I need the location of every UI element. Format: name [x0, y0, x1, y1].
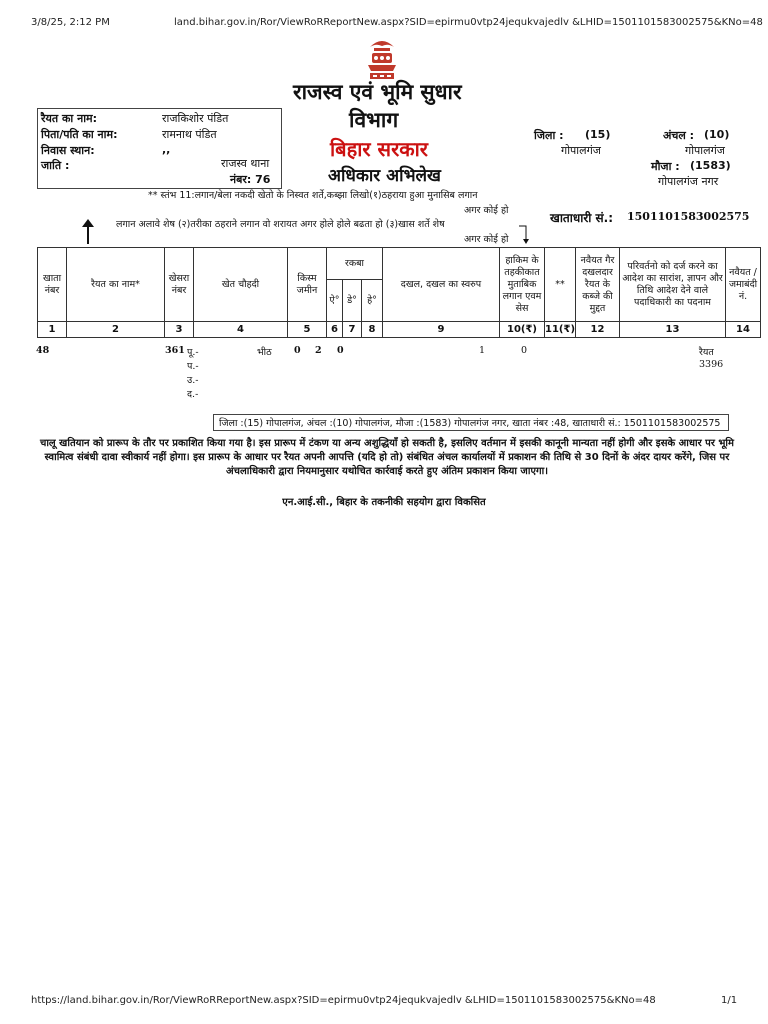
note-line1: ** स्तंभ 11:लगान/बेला नकदी खेतो के निस्वत शर्ते,कब्झा लिखो(१)ठहराया हुआ मुनासिब लगान: [148, 190, 478, 201]
mauja-label: मौजा :: [651, 160, 680, 173]
up-arrow-icon: [80, 218, 96, 246]
col-number: 3: [165, 322, 194, 338]
note-line2: लगान अलावे शेष (२)तरीका ठहराने लगान वो शरायत अगर होले होले बढता हो (३)खास शर्ते शेष: [116, 219, 445, 230]
header-parivartan: परिवर्तनो को दर्ज करने का आदेश का सारांश, ज्ञापन और तिथि आदेश देने वाले पदाधिकारी का पदनाम: [620, 248, 726, 322]
zila-label: जिला :: [534, 129, 564, 142]
developed-by-text: एन.आई.सी., बिहार के तकनीकी सहयोग द्वारा विकसित: [282, 497, 486, 508]
col-number: 11(₹): [545, 322, 576, 338]
row-col11: 0: [521, 345, 528, 356]
row-kism: भीठ: [257, 347, 272, 358]
print-page-number: 1/1: [721, 995, 738, 1006]
raiyat-name-value: राजकिशोर पंडित: [162, 112, 229, 125]
anchal-label: अंचल :: [663, 129, 695, 142]
raiyat-name-label: रैयत का नाम:: [41, 112, 98, 125]
col-number: 9: [383, 322, 500, 338]
col-number: 5: [288, 322, 327, 338]
khatadhari-label: खाताधारी सं.:: [550, 211, 614, 225]
thana-label: राजस्व थाना: [221, 157, 270, 170]
note-line1-b: अगर कोई हो: [464, 205, 509, 216]
thana-number: नंबर: 76: [230, 173, 271, 186]
row-hectare: 0: [337, 345, 344, 356]
document-title: अधिकार अभिलेख: [328, 166, 441, 186]
row-decimal: 2: [315, 345, 322, 356]
chauhadi-west: प.-: [187, 361, 199, 372]
zila-code: (15): [585, 128, 611, 141]
row-chauhadi: [187, 346, 199, 402]
col-number: 8: [362, 322, 383, 338]
bracket-arrow-icon: [518, 222, 534, 246]
header-khata-number: खाता नंबर: [38, 248, 67, 322]
print-datetime: 3/8/25, 2:12 PM: [31, 17, 110, 28]
header-raiyat-name: रैयत का नाम*: [67, 248, 165, 322]
header-navaiyat-gair: नवैयत गैर दखलदार रैयत के कब्जे की मुद्दत: [576, 248, 620, 322]
bihar-emblem-icon: [364, 37, 400, 81]
dept-title-line2: विभाग: [349, 108, 399, 132]
print-footer-url: https://land.bihar.gov.in/Ror/ViewRoRReportNew.aspx?SID=epirmu0vtp24jequkvajedlv &LHID=1501101583002575&KNo=48: [31, 995, 656, 1006]
header-dakhal: दखल, दखल का स्वरुप: [383, 248, 500, 322]
row-lagan: 1: [479, 345, 486, 356]
residence-value: ,,: [162, 143, 171, 156]
print-url: land.bihar.gov.in/Ror/ViewRoRReportNew.aspx?SID=epirmu0vtp24jequkvajedlv &LHID=1501101583002575&KNo=48: [174, 17, 763, 28]
row-acre: 0: [294, 345, 301, 356]
zila-name: गोपालगंज: [561, 144, 601, 157]
row-khata-number: 48: [36, 345, 50, 356]
note-line2-b: अगर कोई हो: [464, 234, 509, 245]
anchal-code: (10): [704, 128, 730, 141]
header-jamabandi: नवैयत / जमाबंदी नं.: [726, 248, 761, 322]
father-name-label: पिता/पति का नाम:: [41, 128, 118, 141]
khatadhari-number: 1501101583002575: [627, 210, 750, 223]
summary-box: जिला :(15) गोपालगंज, अंचल :(10) गोपालगंज, मौजा :(1583) गोपालगंज नगर, खाता नंबर :48, खाताधारी सं.: 1501101583002575: [213, 414, 729, 431]
header-khesra-number: खेसरा नंबर: [165, 248, 194, 322]
state-title: बिहार सरकार: [330, 137, 428, 161]
residence-label: निवास स्थान:: [41, 144, 95, 157]
row-navaiyat: रैयत: [699, 347, 714, 358]
header-decimal: डे°: [343, 280, 362, 322]
header-lagan: हाकिम के तहकीकात मुताबिक लगान एवम सेस: [500, 248, 545, 322]
header-rakba: रकबा: [327, 248, 383, 280]
col-number: 14: [726, 322, 761, 338]
col-number: 12: [576, 322, 620, 338]
col-number: 1: [38, 322, 67, 338]
chauhadi-east: पू.-: [187, 347, 199, 358]
chauhadi-north: उ.-: [187, 375, 199, 386]
mauja-code: (1583): [690, 159, 731, 172]
chauhadi-south: द.-: [187, 389, 199, 400]
col-number: 2: [67, 322, 165, 338]
disclaimer-text: चालू खतियान को प्रारूप के तौर पर प्रकाशित किया गया है। इस प्रारूप में टंकण या अन्य अशुद्धियाँ हो सकती है, इसलिए वर्तमान में इसकी कानूनी मान्यता नहीं होगी और इसके आधार पर भूमि स्वामित्व संबंधी दावा स्वीकार्य नहीं होगा। इस प्रारूप के आधार पर रैयत अपनी आपत्ति (यदि हो तो) संबंधित अंचल कार्यालयों में प्रकाशन की तिथि से 30 दिनों के अंदर दायर करेंगे, जिस पर अंचलाधिकारी द्वारा नियमानुसार यथोचित कार्रवाई करते हुए अंतिम प्रकाशन किया जाएगा।: [39, 438, 735, 477]
row-khesra-number: 361: [165, 345, 185, 356]
anchal-name: गोपालगंज: [685, 144, 725, 157]
khatiyan-table: [37, 247, 761, 338]
dept-title-line1: राजस्व एवं भूमि सुधार: [293, 80, 462, 104]
header-col11: **: [545, 248, 576, 322]
caste-label: जाति :: [41, 159, 70, 172]
header-hectare: हे°: [362, 280, 383, 322]
father-name-value: रामनाथ पंडित: [162, 128, 217, 141]
col-number: 4: [194, 322, 288, 338]
col-number: 13: [620, 322, 726, 338]
col-number: 10(₹): [500, 322, 545, 338]
header-acre: ऐ°: [327, 280, 343, 322]
mauja-name: गोपालगंज नगर: [658, 175, 719, 188]
col-number: 6: [327, 322, 343, 338]
col-number: 7: [343, 322, 362, 338]
row-jamabandi: 3396: [699, 359, 724, 370]
header-kism-jamin: किस्म जमीन: [288, 248, 327, 322]
header-khet-chauhadi: खेत चौहदी: [194, 248, 288, 322]
